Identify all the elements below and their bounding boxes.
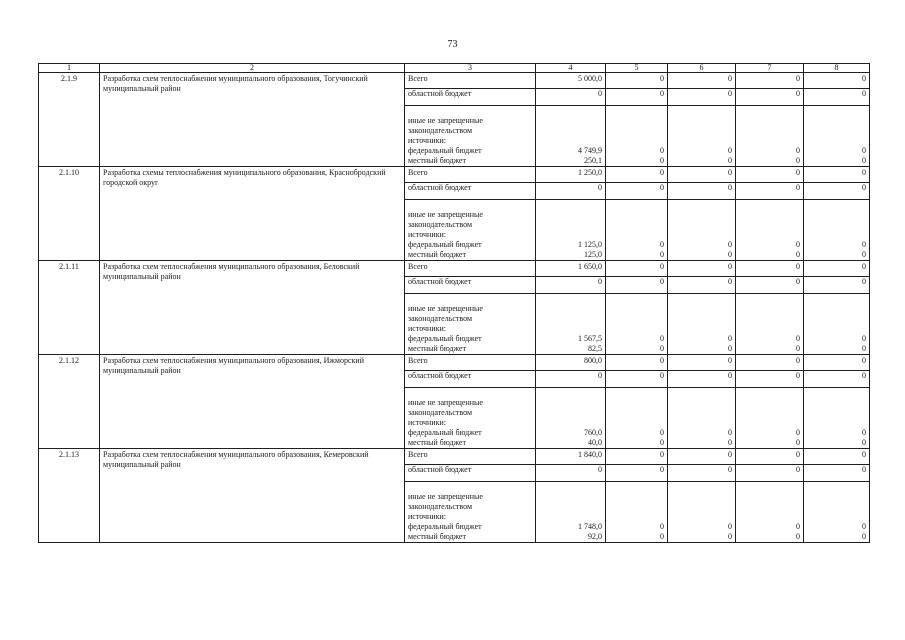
regional-value: 0 — [804, 277, 870, 294]
budget-table — [38, 63, 870, 543]
blank-line — [539, 492, 602, 502]
federal-value: 0 — [728, 522, 732, 531]
row-title: Разработка схем теплоснабжения муниципального образования, Ижморский муниципальный район — [100, 355, 405, 449]
blank-line — [609, 304, 664, 314]
blank-line — [609, 116, 664, 126]
blank-line — [807, 126, 866, 136]
regional-value: 0 — [606, 371, 668, 388]
blank-line — [807, 512, 866, 522]
blank-line — [671, 512, 732, 522]
federal-value: 0 — [796, 522, 800, 531]
local-value: 0 — [728, 438, 732, 447]
column-number: 3 — [405, 64, 536, 73]
blank-line — [807, 314, 866, 324]
blank-line — [671, 126, 732, 136]
table-row — [39, 449, 870, 465]
table-row — [39, 261, 870, 277]
other-sources-values — [804, 200, 870, 261]
spacer — [539, 200, 602, 210]
blank-line — [807, 136, 866, 146]
source-federal-label: федеральный бюджет — [408, 240, 482, 249]
blank-line — [539, 126, 602, 136]
other-sources-values — [736, 106, 804, 167]
source-other-line: источники: — [408, 230, 446, 239]
spacer — [609, 106, 664, 116]
federal-value: 0 — [660, 240, 664, 249]
regional-value: 0 — [736, 277, 804, 294]
blank-line — [539, 324, 602, 334]
row-number: 2.1.12 — [39, 355, 100, 449]
source-total-label: Всего — [405, 261, 536, 277]
total-value: 0 — [668, 449, 736, 465]
blank-line — [739, 418, 800, 428]
other-sources-values — [804, 106, 870, 167]
blank-line — [609, 418, 664, 428]
source-other-line: законодательством — [408, 314, 473, 323]
blank-line — [671, 314, 732, 324]
row-number: 2.1.13 — [39, 449, 100, 543]
blank-line — [609, 314, 664, 324]
column-number: 7 — [736, 64, 804, 73]
column-number: 8 — [804, 64, 870, 73]
column-number: 4 — [536, 64, 606, 73]
other-sources-values — [668, 482, 736, 543]
other-sources-values — [536, 388, 606, 449]
federal-value: 0 — [796, 146, 800, 155]
other-sources-values — [668, 294, 736, 355]
spacer — [609, 200, 664, 210]
blank-line — [609, 502, 664, 512]
blank-line — [739, 304, 800, 314]
federal-value: 0 — [728, 146, 732, 155]
blank-line — [739, 136, 800, 146]
source-total-label: Всего — [405, 73, 536, 89]
source-other-label — [405, 200, 536, 261]
spacer — [739, 106, 800, 116]
local-value: 40,0 — [588, 438, 602, 447]
source-other-line: иные не запрещенные — [408, 398, 483, 407]
regional-value: 0 — [668, 89, 736, 106]
local-value: 0 — [796, 344, 800, 353]
total-value: 0 — [606, 261, 668, 277]
source-other-line: источники: — [408, 418, 446, 427]
column-number: 5 — [606, 64, 668, 73]
federal-value: 0 — [796, 334, 800, 343]
blank-line — [539, 230, 602, 240]
blank-line — [671, 324, 732, 334]
spacer — [739, 482, 800, 492]
total-value: 0 — [668, 73, 736, 89]
blank-line — [539, 398, 602, 408]
source-regional-label: областной бюджет — [405, 183, 536, 200]
total-value: 800,0 — [536, 355, 606, 371]
local-value: 0 — [728, 250, 732, 259]
other-sources-values — [736, 294, 804, 355]
local-value: 0 — [862, 344, 866, 353]
source-federal-label: федеральный бюджет — [408, 522, 482, 531]
spacer — [408, 106, 532, 116]
federal-value: 0 — [728, 334, 732, 343]
local-value: 0 — [796, 532, 800, 541]
source-regional-label: областной бюджет — [405, 277, 536, 294]
blank-line — [609, 126, 664, 136]
other-sources-values — [736, 200, 804, 261]
blank-line — [739, 116, 800, 126]
blank-line — [671, 304, 732, 314]
spacer — [807, 200, 866, 210]
total-value: 0 — [668, 355, 736, 371]
blank-line — [539, 220, 602, 230]
other-sources-values — [536, 106, 606, 167]
source-other-label — [405, 388, 536, 449]
source-other-line: законодательством — [408, 502, 473, 511]
total-value: 0 — [804, 355, 870, 371]
regional-value: 0 — [736, 371, 804, 388]
spacer — [671, 294, 732, 304]
source-local-label: местный бюджет — [408, 532, 466, 541]
blank-line — [539, 136, 602, 146]
blank-line — [539, 502, 602, 512]
total-value: 0 — [606, 449, 668, 465]
federal-value: 1 748,0 — [578, 522, 602, 531]
regional-value: 0 — [804, 465, 870, 482]
total-value: 0 — [736, 73, 804, 89]
row-title: Разработка схем теплоснабжения муниципального образования, Беловский муниципальный район — [100, 261, 405, 355]
blank-line — [671, 398, 732, 408]
source-other-line: источники: — [408, 512, 446, 521]
other-sources-values — [606, 482, 668, 543]
local-value: 0 — [796, 156, 800, 165]
blank-line — [807, 304, 866, 314]
other-sources-values — [536, 200, 606, 261]
regional-value: 0 — [804, 89, 870, 106]
other-sources-values — [606, 294, 668, 355]
blank-line — [739, 126, 800, 136]
blank-line — [739, 492, 800, 502]
total-value: 0 — [804, 261, 870, 277]
federal-value: 0 — [728, 240, 732, 249]
total-value: 0 — [804, 73, 870, 89]
federal-value: 0 — [728, 428, 732, 437]
blank-line — [807, 492, 866, 502]
row-number: 2.1.9 — [39, 73, 100, 167]
table-row — [39, 167, 870, 183]
blank-line — [739, 210, 800, 220]
local-value: 0 — [660, 250, 664, 259]
regional-value: 0 — [668, 183, 736, 200]
regional-value: 0 — [804, 371, 870, 388]
blank-line — [609, 408, 664, 418]
other-sources-values — [606, 200, 668, 261]
other-sources-values — [804, 294, 870, 355]
source-federal-label: федеральный бюджет — [408, 334, 482, 343]
blank-line — [671, 408, 732, 418]
other-sources-values — [736, 388, 804, 449]
regional-value: 0 — [668, 371, 736, 388]
blank-line — [671, 492, 732, 502]
blank-line — [739, 512, 800, 522]
blank-line — [539, 210, 602, 220]
total-value: 0 — [606, 73, 668, 89]
federal-value: 0 — [660, 146, 664, 155]
blank-line — [807, 398, 866, 408]
blank-line — [539, 304, 602, 314]
local-value: 0 — [862, 532, 866, 541]
source-total-label: Всего — [405, 355, 536, 371]
local-value: 92,0 — [588, 532, 602, 541]
federal-value: 0 — [862, 428, 866, 437]
federal-value: 760,0 — [584, 428, 602, 437]
total-value: 1 840,0 — [536, 449, 606, 465]
blank-line — [609, 398, 664, 408]
regional-value: 0 — [606, 465, 668, 482]
total-value: 5 000,0 — [536, 73, 606, 89]
spacer — [609, 294, 664, 304]
total-value: 0 — [606, 167, 668, 183]
source-other-line: источники: — [408, 136, 446, 145]
source-regional-label: областной бюджет — [405, 371, 536, 388]
source-other-label — [405, 294, 536, 355]
total-value: 0 — [736, 449, 804, 465]
spacer — [539, 294, 602, 304]
spacer — [671, 200, 732, 210]
source-other-line: законодательством — [408, 126, 473, 135]
source-federal-label: федеральный бюджет — [408, 146, 482, 155]
spacer — [408, 294, 532, 304]
spacer — [739, 200, 800, 210]
spacer — [408, 200, 532, 210]
blank-line — [671, 136, 732, 146]
regional-value: 0 — [606, 183, 668, 200]
blank-line — [609, 512, 664, 522]
federal-value: 1 125,0 — [578, 240, 602, 249]
total-value: 1 650,0 — [536, 261, 606, 277]
regional-value: 0 — [536, 89, 606, 106]
local-value: 0 — [660, 438, 664, 447]
total-value: 0 — [736, 261, 804, 277]
blank-line — [539, 116, 602, 126]
blank-line — [807, 116, 866, 126]
other-sources-values — [804, 388, 870, 449]
regional-value: 0 — [804, 183, 870, 200]
source-regional-label: областной бюджет — [405, 465, 536, 482]
column-number-row — [39, 64, 870, 73]
other-sources-values — [736, 482, 804, 543]
regional-value: 0 — [536, 465, 606, 482]
source-other-label — [405, 482, 536, 543]
spacer — [408, 482, 532, 492]
total-value: 1 250,0 — [536, 167, 606, 183]
source-other-line: законодательством — [408, 408, 473, 417]
other-sources-values — [536, 482, 606, 543]
source-other-line: иные не запрещенные — [408, 304, 483, 313]
blank-line — [539, 314, 602, 324]
blank-line — [807, 408, 866, 418]
blank-line — [539, 408, 602, 418]
column-number: 6 — [668, 64, 736, 73]
blank-line — [807, 502, 866, 512]
local-value: 0 — [728, 344, 732, 353]
source-local-label: местный бюджет — [408, 344, 466, 353]
regional-value: 0 — [606, 89, 668, 106]
blank-line — [671, 230, 732, 240]
local-value: 0 — [862, 250, 866, 259]
column-number: 2 — [100, 64, 405, 73]
spacer — [408, 388, 532, 398]
local-value: 0 — [862, 156, 866, 165]
blank-line — [807, 418, 866, 428]
blank-line — [539, 512, 602, 522]
source-regional-label: областной бюджет — [405, 89, 536, 106]
other-sources-values — [668, 388, 736, 449]
federal-value: 0 — [862, 146, 866, 155]
regional-value: 0 — [736, 183, 804, 200]
blank-line — [739, 408, 800, 418]
spacer — [739, 294, 800, 304]
federal-value: 0 — [660, 428, 664, 437]
blank-line — [609, 492, 664, 502]
federal-value: 1 567,5 — [578, 334, 602, 343]
other-sources-values — [804, 482, 870, 543]
spacer — [609, 482, 664, 492]
other-sources-values — [606, 106, 668, 167]
blank-line — [739, 502, 800, 512]
spacer — [539, 388, 602, 398]
table-row — [39, 73, 870, 89]
local-value: 0 — [728, 156, 732, 165]
source-local-label: местный бюджет — [408, 250, 466, 259]
source-total-label: Всего — [405, 167, 536, 183]
blank-line — [807, 210, 866, 220]
other-sources-values — [536, 294, 606, 355]
local-value: 0 — [796, 250, 800, 259]
blank-line — [807, 220, 866, 230]
local-value: 250,1 — [584, 156, 602, 165]
other-sources-values — [668, 200, 736, 261]
spacer — [807, 294, 866, 304]
row-title: Разработка схем теплоснабжения муниципального образования, Кемеровский муниципальный район — [100, 449, 405, 543]
page-number: 73 — [447, 39, 458, 50]
total-value: 0 — [804, 167, 870, 183]
spacer — [671, 388, 732, 398]
blank-line — [671, 418, 732, 428]
blank-line — [671, 220, 732, 230]
blank-line — [609, 136, 664, 146]
spacer — [807, 106, 866, 116]
source-other-line: иные не запрещенные — [408, 116, 483, 125]
source-other-label — [405, 106, 536, 167]
source-federal-label: федеральный бюджет — [408, 428, 482, 437]
federal-value: 0 — [796, 240, 800, 249]
spacer — [807, 388, 866, 398]
total-value: 0 — [736, 355, 804, 371]
spacer — [539, 482, 602, 492]
source-other-line: иные не запрещенные — [408, 492, 483, 501]
local-value: 0 — [660, 344, 664, 353]
row-title: Разработка схемы теплоснабжения муниципального образования, Краснобродский городской округ — [100, 167, 405, 261]
federal-value: 0 — [660, 522, 664, 531]
blank-line — [609, 324, 664, 334]
federal-value: 0 — [862, 240, 866, 249]
federal-value: 0 — [862, 522, 866, 531]
regional-value: 0 — [536, 277, 606, 294]
blank-line — [671, 502, 732, 512]
source-other-line: законодательством — [408, 220, 473, 229]
federal-value: 0 — [660, 334, 664, 343]
federal-value: 4 749,9 — [578, 146, 602, 155]
source-local-label: местный бюджет — [408, 438, 466, 447]
row-number: 2.1.11 — [39, 261, 100, 355]
other-sources-values — [606, 388, 668, 449]
regional-value: 0 — [668, 465, 736, 482]
blank-line — [739, 324, 800, 334]
source-other-line: источники: — [408, 324, 446, 333]
blank-line — [807, 324, 866, 334]
regional-value: 0 — [668, 277, 736, 294]
regional-value: 0 — [736, 465, 804, 482]
blank-line — [739, 314, 800, 324]
blank-line — [609, 210, 664, 220]
total-value: 0 — [736, 167, 804, 183]
total-value: 0 — [668, 167, 736, 183]
spacer — [609, 388, 664, 398]
source-local-label: местный бюджет — [408, 156, 466, 165]
local-value: 0 — [862, 438, 866, 447]
blank-line — [609, 230, 664, 240]
regional-value: 0 — [536, 371, 606, 388]
blank-line — [609, 220, 664, 230]
row-number: 2.1.10 — [39, 167, 100, 261]
blank-line — [671, 116, 732, 126]
blank-line — [807, 230, 866, 240]
blank-line — [671, 210, 732, 220]
federal-value: 0 — [796, 428, 800, 437]
federal-value: 0 — [862, 334, 866, 343]
blank-line — [539, 418, 602, 428]
spacer — [739, 388, 800, 398]
local-value: 0 — [660, 532, 664, 541]
regional-value: 0 — [536, 183, 606, 200]
table-row — [39, 355, 870, 371]
total-value: 0 — [804, 449, 870, 465]
column-number: 1 — [39, 64, 100, 73]
total-value: 0 — [606, 355, 668, 371]
total-value: 0 — [668, 261, 736, 277]
blank-line — [739, 220, 800, 230]
spacer — [671, 482, 732, 492]
local-value: 0 — [728, 532, 732, 541]
source-total-label: Всего — [405, 449, 536, 465]
local-value: 0 — [796, 438, 800, 447]
spacer — [671, 106, 732, 116]
blank-line — [739, 230, 800, 240]
local-value: 82,5 — [588, 344, 602, 353]
local-value: 125,0 — [584, 250, 602, 259]
spacer — [807, 482, 866, 492]
local-value: 0 — [660, 156, 664, 165]
blank-line — [739, 398, 800, 408]
regional-value: 0 — [606, 277, 668, 294]
spacer — [539, 106, 602, 116]
other-sources-values — [668, 106, 736, 167]
row-title: Разработка схем теплоснабжения муниципального образования, Тогучинский муниципальный район — [100, 73, 405, 167]
source-other-line: иные не запрещенные — [408, 210, 483, 219]
regional-value: 0 — [736, 89, 804, 106]
